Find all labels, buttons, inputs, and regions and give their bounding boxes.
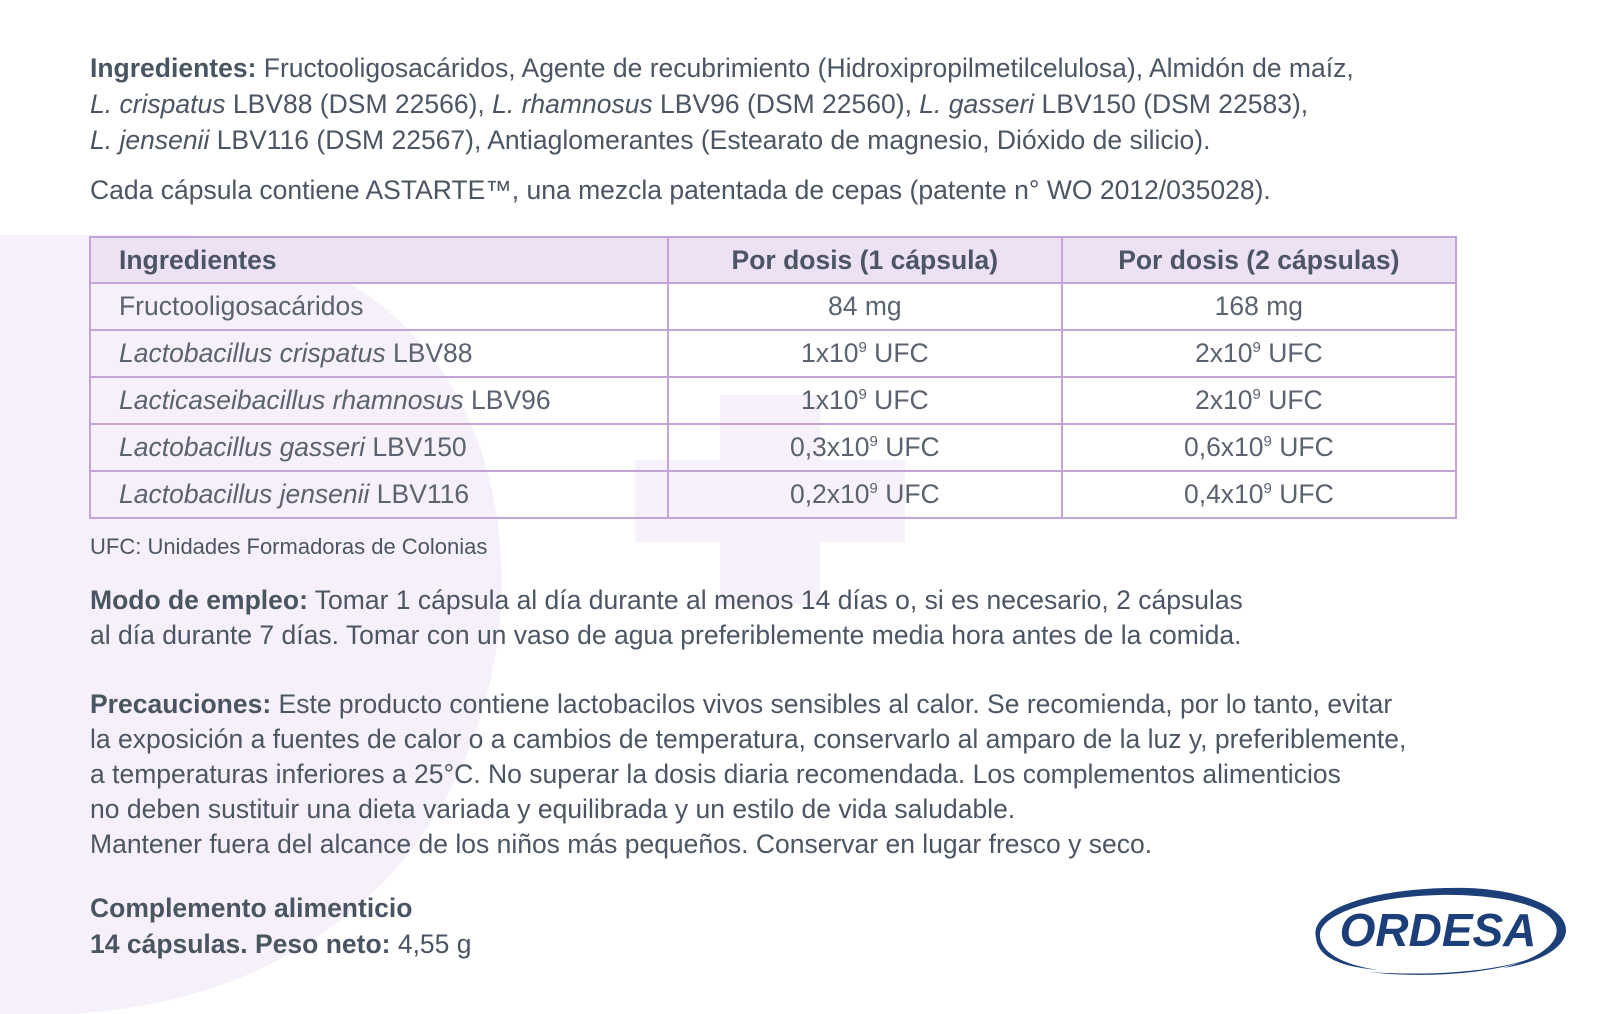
strain1-code: LBV88 (DSM 22566), (225, 89, 493, 119)
table-header-row (90, 237, 1456, 283)
dose-1-exponent: 9 (869, 480, 878, 498)
precautions-label: Precauciones: (90, 689, 272, 719)
ingredient-name-text: LBV150 (365, 432, 467, 462)
dose-2-value: 2x10 (1195, 338, 1253, 368)
dose-2-value: 2x10 (1195, 385, 1253, 415)
ingredient-name (90, 330, 668, 377)
precautions-line4: no deben sustituir una dieta variada y equilibrada y un estilo de vida saludable. (90, 794, 1016, 824)
dosage-table (89, 236, 1457, 519)
ingredients-label: Ingredientes: (90, 53, 257, 83)
ordesa-logo-icon (1298, 880, 1574, 980)
table-row (90, 330, 1456, 377)
product-type: Complemento alimenticio (90, 893, 413, 923)
usage-paragraph (90, 583, 1530, 653)
dose-2-exponent: 9 (1263, 433, 1272, 451)
dose-1-unit: UFC (866, 385, 929, 415)
ingredient-name (90, 377, 668, 424)
dose-1-value: 0,2x10 (789, 479, 870, 509)
dose-2-cell (1062, 377, 1456, 424)
strain1-name: L. crispatus (90, 89, 226, 119)
dose-2-value: 0,6x10 (1183, 432, 1264, 462)
ingredient-name (90, 283, 668, 330)
header-ingredients: Ingredientes (90, 237, 668, 283)
usage-line1: Tomar 1 cápsula al día durante al menos 14 días o, si es necesario, 2 cápsulas (307, 585, 1243, 615)
ufc-note: UFC: Unidades Formadoras de Colonias (90, 534, 488, 559)
dose-1-value: 0,3x10 (789, 432, 870, 462)
dose-1-cell (668, 377, 1062, 424)
precautions-paragraph (90, 687, 1550, 862)
dose-1-unit: UFC (866, 338, 929, 368)
dose-1-cell (668, 471, 1062, 518)
dose-2-unit: UFC (1260, 385, 1323, 415)
dose-1-unit: UFC (877, 432, 940, 462)
ingredient-name-text: Fructooligosacáridos (119, 291, 364, 321)
precautions-line1: Este producto contiene lactobacilos vivos sensibles al calor. Se recomienda, por lo tanto, evitar (271, 689, 1393, 719)
dose-1-unit: UFC (877, 479, 940, 509)
strain2-code: LBV96 (DSM 22560), (652, 89, 920, 119)
dose-2-cell (1062, 283, 1456, 330)
dose-1-cell (668, 283, 1062, 330)
dose-2-cell (1062, 471, 1456, 518)
ingredients-line1: Fructooligosacáridos, Agente de recubrimiento (Hidroxipropilmetilcelulosa), Almidón de maíz, (256, 53, 1354, 83)
precautions-line5: Mantener fuera del alcance de los niños más pequeños. Conservar en lugar fresco y seco. (90, 829, 1153, 859)
precautions-line2: la exposición a fuentes de calor o a cambios de temperatura, conservarlo al amparo de la luz y, preferiblemente, (90, 724, 1407, 754)
ingredient-name-italic: Lactobacillus crispatus (119, 338, 386, 368)
dose-1-exponent: 9 (869, 433, 878, 451)
dose-2-exponent: 9 (1252, 339, 1261, 357)
header-dose-1: Por dosis (1 cápsula) (668, 237, 1062, 283)
dose-1-value: 84 mg (828, 291, 902, 321)
capsule-count-label: 14 cápsulas. Peso neto: (90, 929, 391, 959)
table-row (90, 471, 1456, 518)
ingredient-name (90, 471, 668, 518)
ingredient-name-text: LBV96 (463, 385, 551, 415)
usage-label: Modo de empleo: (90, 585, 308, 615)
product-info (90, 890, 790, 962)
precautions-line3: a temperaturas inferiores a 25°C. No superar la dosis diaria recomendada. Los complementos alimenticios (90, 759, 1341, 789)
dose-2-exponent: 9 (1263, 480, 1272, 498)
strain4-code: LBV116 (DSM 22567), Antiaglomerantes (Estearato de magnesio, Dióxido de silicio). (209, 125, 1211, 155)
dose-1-cell (668, 424, 1062, 471)
header-dose-2: Por dosis (2 cápsulas) (1062, 237, 1456, 283)
net-weight: 4,55 g (390, 929, 472, 959)
ingredient-name (90, 424, 668, 471)
strain2-name: L. rhamnosus (492, 89, 653, 119)
dose-2-value: 0,4x10 (1183, 479, 1264, 509)
dose-2-cell (1062, 330, 1456, 377)
dose-2-unit: UFC (1271, 432, 1334, 462)
dose-1-exponent: 9 (858, 339, 867, 357)
strain3-code: LBV150 (DSM 22583), (1034, 89, 1309, 119)
dose-2-exponent: 9 (1252, 386, 1261, 404)
ingredient-name-italic: Lacticaseibacillus rhamnosus (119, 385, 464, 415)
strain3-name: L. gasseri (919, 89, 1035, 119)
table-row (90, 424, 1456, 471)
dose-2-unit: UFC (1271, 479, 1334, 509)
dose-1-exponent: 9 (858, 386, 867, 404)
dose-1-value: 1x10 (801, 385, 859, 415)
astarte-note: Cada cápsula contiene ASTARTE™, una mezcla patentada de cepas (patente n° WO 2012/035028). (90, 175, 1271, 205)
logo-text: ORDESA (1339, 904, 1537, 956)
ingredient-name-italic: Lactobacillus jensenii (119, 479, 370, 509)
ingredient-name-text: LBV116 (369, 479, 470, 509)
ingredients-paragraph (90, 50, 1550, 158)
ingredient-name-text: LBV88 (385, 338, 473, 368)
dose-2-cell (1062, 424, 1456, 471)
dose-2-unit: UFC (1260, 338, 1323, 368)
table-row (90, 283, 1456, 330)
dose-1-value: 1x10 (801, 338, 859, 368)
dose-1-cell (668, 330, 1062, 377)
table-row (90, 377, 1456, 424)
ingredient-name-italic: Lactobacillus gasseri (119, 432, 365, 462)
dose-2-value: 168 mg (1214, 291, 1304, 321)
usage-line2: al día durante 7 días. Tomar con un vaso de agua preferiblemente media hora antes de la comida. (90, 620, 1242, 650)
strain4-name: L. jensenii (90, 125, 210, 155)
